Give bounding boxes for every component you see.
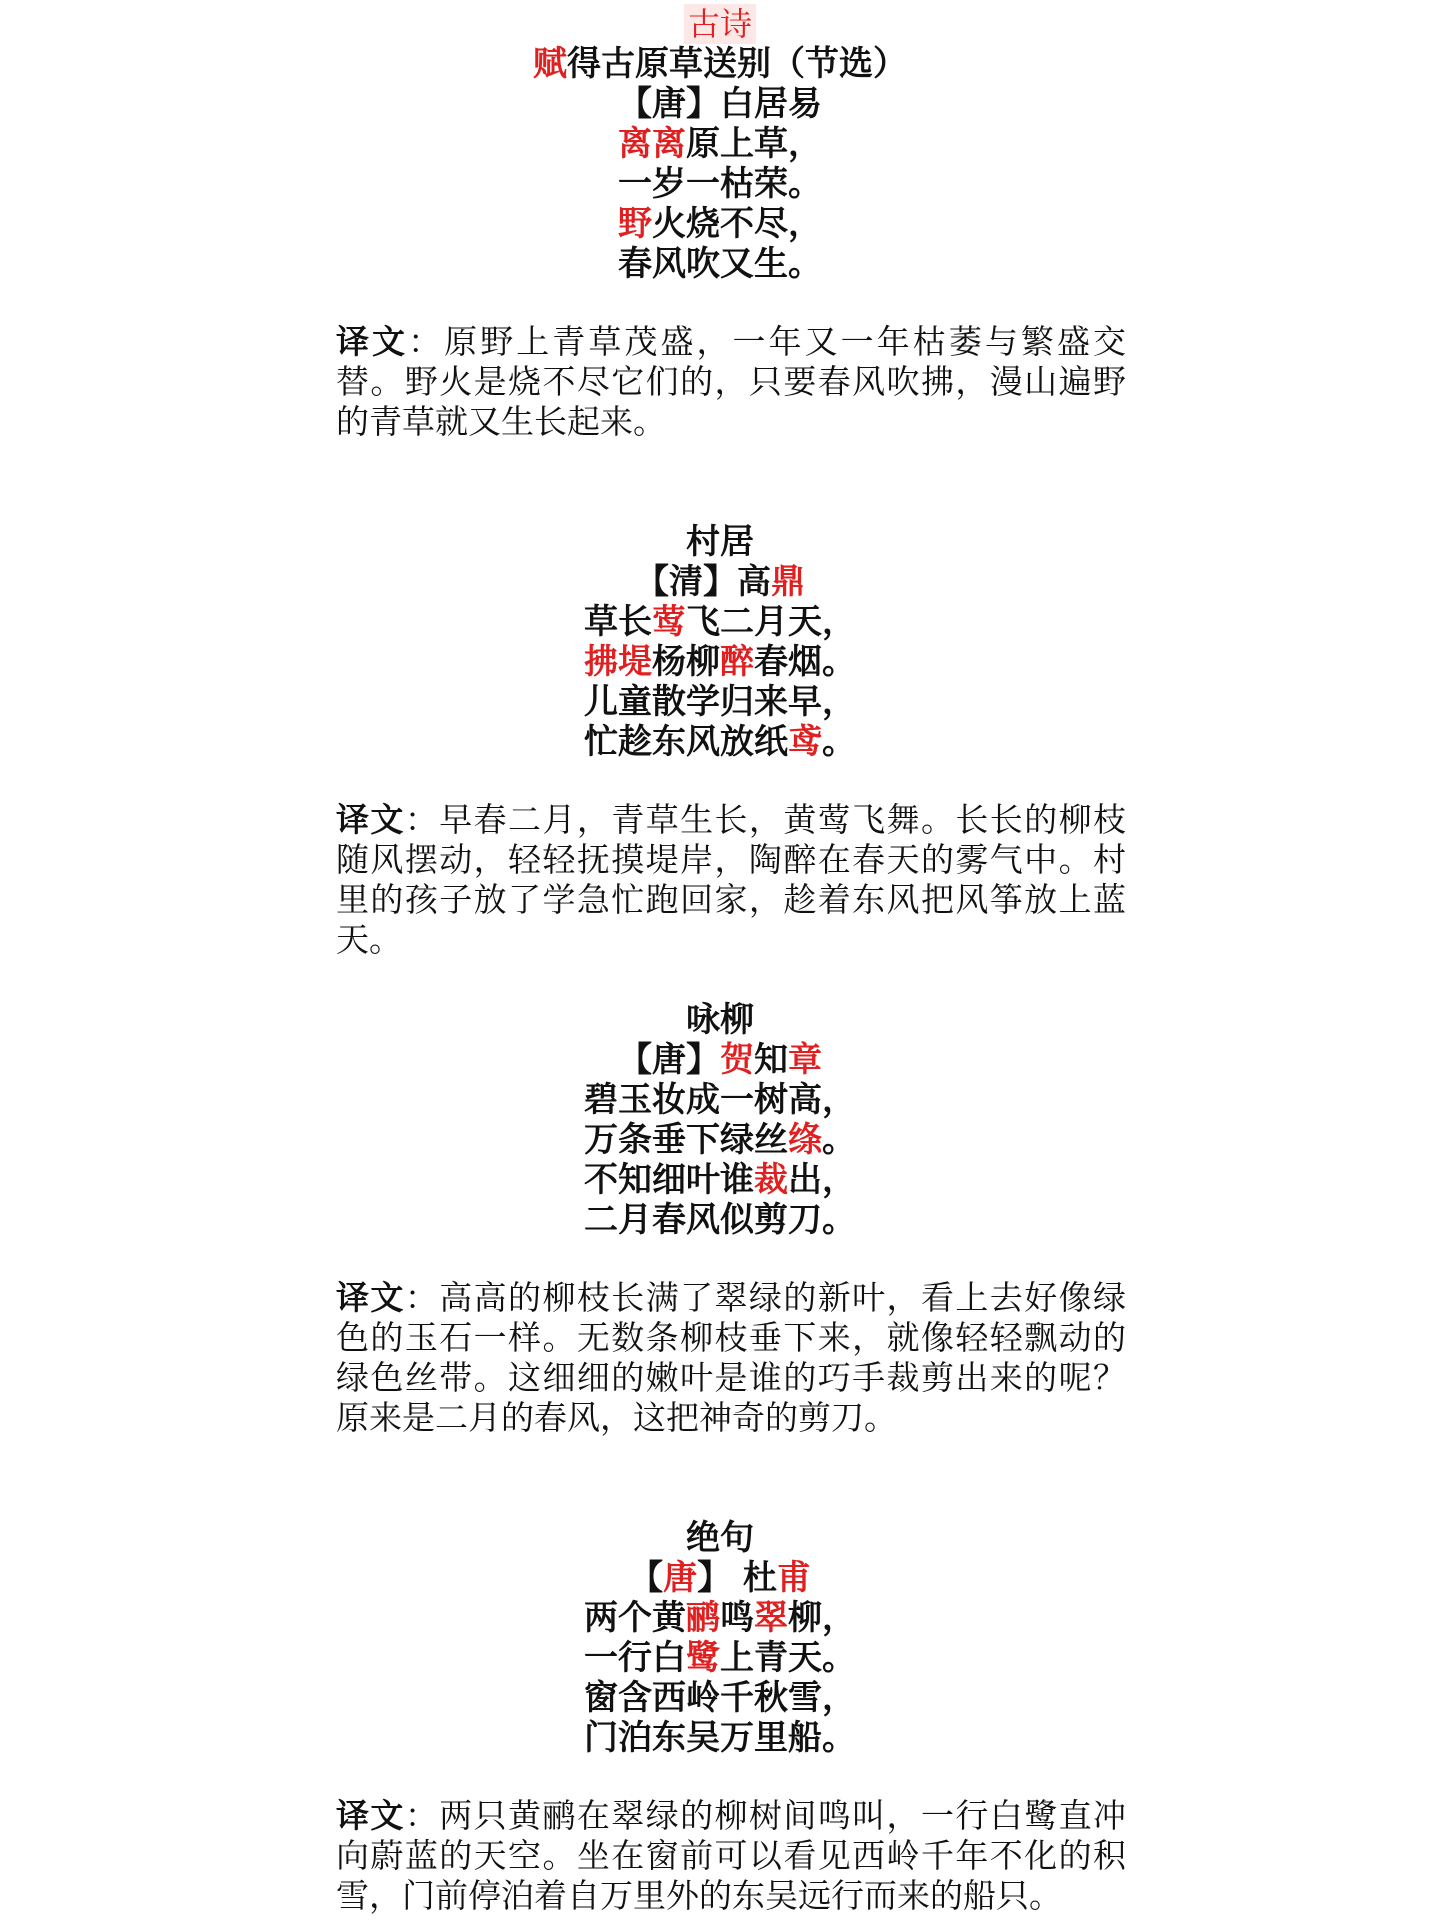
poem-text: 窗含西岭千秋雪， bbox=[584, 1678, 856, 1718]
translation-label: 译文 bbox=[336, 1278, 405, 1317]
poem-line bbox=[0, 1678, 1440, 1718]
poem-text: 两个黄 bbox=[584, 1598, 686, 1638]
highlighted-char: 鼎 bbox=[771, 562, 805, 602]
highlighted-char: 鸢 bbox=[788, 722, 822, 762]
poem-text: 上青天。 bbox=[720, 1638, 856, 1678]
poem-text: 碧玉妆成一树高， bbox=[584, 1080, 856, 1120]
poem-line bbox=[0, 1120, 1440, 1160]
poem-line bbox=[0, 204, 1440, 244]
poem-2 bbox=[0, 522, 1440, 762]
highlighted-char: 野 bbox=[618, 204, 652, 244]
translation-text: ：早春二月，青草生长，黄莺飞舞。长长的柳枝随风摆动，轻轻抚摸堤岸，陶醉在春天的雾气中。村里的孩子放了学急忙跑回家，趁着东风把风筝放上蓝天。 bbox=[336, 800, 1127, 959]
highlighted-char: 鹂 bbox=[686, 1598, 720, 1638]
poem-line bbox=[0, 1718, 1440, 1758]
poem-line bbox=[0, 244, 1440, 284]
highlighted-char: 离离 bbox=[618, 124, 686, 164]
translation-label: 译文 bbox=[336, 800, 405, 839]
poem-line bbox=[0, 124, 1440, 164]
poem-line bbox=[0, 1200, 1440, 1240]
poem-author bbox=[0, 562, 1440, 602]
poem-text: 忙趁东风放纸 bbox=[584, 722, 788, 762]
translation-label: 译文 bbox=[336, 1796, 405, 1835]
poem-text: 柳， bbox=[788, 1598, 856, 1638]
poem-text: 绝句 bbox=[686, 1518, 754, 1558]
highlighted-char: 鹭 bbox=[686, 1638, 720, 1678]
poem-text: 草长 bbox=[584, 602, 652, 642]
poem-title bbox=[0, 1000, 1440, 1040]
poem-line bbox=[0, 682, 1440, 722]
poem-line bbox=[0, 1080, 1440, 1120]
poem-text: 春烟。 bbox=[754, 642, 856, 682]
poem-text: 】 杜 bbox=[697, 1558, 777, 1598]
poem-text: 一行白 bbox=[584, 1638, 686, 1678]
highlighted-char: 甫 bbox=[776, 1558, 811, 1598]
poem-author bbox=[0, 1558, 1440, 1598]
poem-text: 。 bbox=[822, 1120, 856, 1160]
translation-text: ：原野上青草茂盛，一年又一年枯萎与繁盛交替。野火是烧不尽它们的，只要春风吹拂，漫山遍野的青草就又生长起来。 bbox=[336, 322, 1127, 441]
poem-text: 火烧不尽， bbox=[652, 204, 822, 244]
header-label: 古诗 bbox=[684, 4, 756, 44]
translation-1 bbox=[336, 322, 1126, 442]
highlighted-char: 绦 bbox=[788, 1120, 822, 1160]
poem-line bbox=[0, 602, 1440, 642]
poem-3 bbox=[0, 1000, 1440, 1240]
poem-text: 村居 bbox=[686, 522, 754, 562]
poem-text: 一岁一枯荣。 bbox=[618, 164, 822, 204]
highlighted-char: 章 bbox=[788, 1040, 822, 1080]
poem-1 bbox=[0, 44, 1440, 284]
poem-text: 门泊东吴万里船。 bbox=[584, 1718, 856, 1758]
poem-text: 二月春风似剪刀。 bbox=[584, 1200, 856, 1240]
poem-author bbox=[0, 1040, 1440, 1080]
translation-text: ：两只黄鹂在翠绿的柳树间鸣叫，一行白鹭直冲向蔚蓝的天空。坐在窗前可以看见西岭千年不化的积雪，门前停泊着自万里外的东吴远行而来的船只。 bbox=[336, 1796, 1127, 1915]
poem-text: 儿童散学归来早， bbox=[584, 682, 856, 722]
poem-text: 鸣 bbox=[720, 1598, 754, 1638]
poem-text: 杨柳 bbox=[652, 642, 720, 682]
poem-title bbox=[0, 522, 1440, 562]
poem-text: 不知细叶谁 bbox=[584, 1160, 754, 1200]
poem-text: 【唐】白居易 bbox=[618, 84, 822, 124]
translation-3 bbox=[336, 1278, 1126, 1438]
poem-line bbox=[0, 642, 1440, 682]
poem-text: 【清】高 bbox=[635, 562, 771, 602]
poem-text: 得古原草送别（节选） bbox=[567, 44, 907, 84]
poem-text: 咏柳 bbox=[686, 1000, 754, 1040]
highlighted-char: 拂堤 bbox=[584, 642, 652, 682]
poem-line bbox=[0, 164, 1440, 204]
highlighted-char: 醉 bbox=[720, 642, 754, 682]
poem-4 bbox=[0, 1518, 1440, 1758]
poem-title bbox=[0, 44, 1440, 84]
translation-2 bbox=[336, 800, 1126, 960]
page-header bbox=[0, 4, 1440, 44]
poem-text: 飞二月天， bbox=[686, 602, 856, 642]
highlighted-char: 翠 bbox=[754, 1598, 788, 1638]
poem-author bbox=[0, 84, 1440, 124]
poem-text: 出， bbox=[788, 1160, 856, 1200]
poem-line bbox=[0, 1598, 1440, 1638]
poem-line bbox=[0, 1160, 1440, 1200]
highlighted-char: 裁 bbox=[754, 1160, 788, 1200]
poem-text: 原上草， bbox=[686, 124, 822, 164]
poem-text: 万条垂下绿丝 bbox=[584, 1120, 788, 1160]
poem-title bbox=[0, 1518, 1440, 1558]
highlighted-char: 莺 bbox=[652, 602, 686, 642]
highlighted-char: 唐 bbox=[663, 1558, 698, 1598]
highlighted-char: 贺 bbox=[720, 1040, 754, 1080]
poem-text: 【唐】 bbox=[618, 1040, 720, 1080]
poem-text: 知 bbox=[754, 1040, 788, 1080]
poem-line bbox=[0, 1638, 1440, 1678]
poem-text: 【 bbox=[629, 1558, 664, 1598]
translation-text: ：高高的柳枝长满了翠绿的新叶，看上去好像绿色的玉石一样。无数条柳枝垂下来，就像轻轻飘动的绿色丝带。这细细的嫩叶是谁的巧手裁剪出来的呢？原来是二月的春风，这把神奇的剪刀。 bbox=[336, 1278, 1127, 1437]
translation-label: 译文 bbox=[336, 322, 409, 361]
translation-4 bbox=[336, 1796, 1126, 1916]
highlighted-char: 赋 bbox=[533, 44, 567, 84]
poem-text: 春风吹又生。 bbox=[618, 244, 822, 284]
poem-line bbox=[0, 722, 1440, 762]
poem-text: 。 bbox=[822, 722, 856, 762]
